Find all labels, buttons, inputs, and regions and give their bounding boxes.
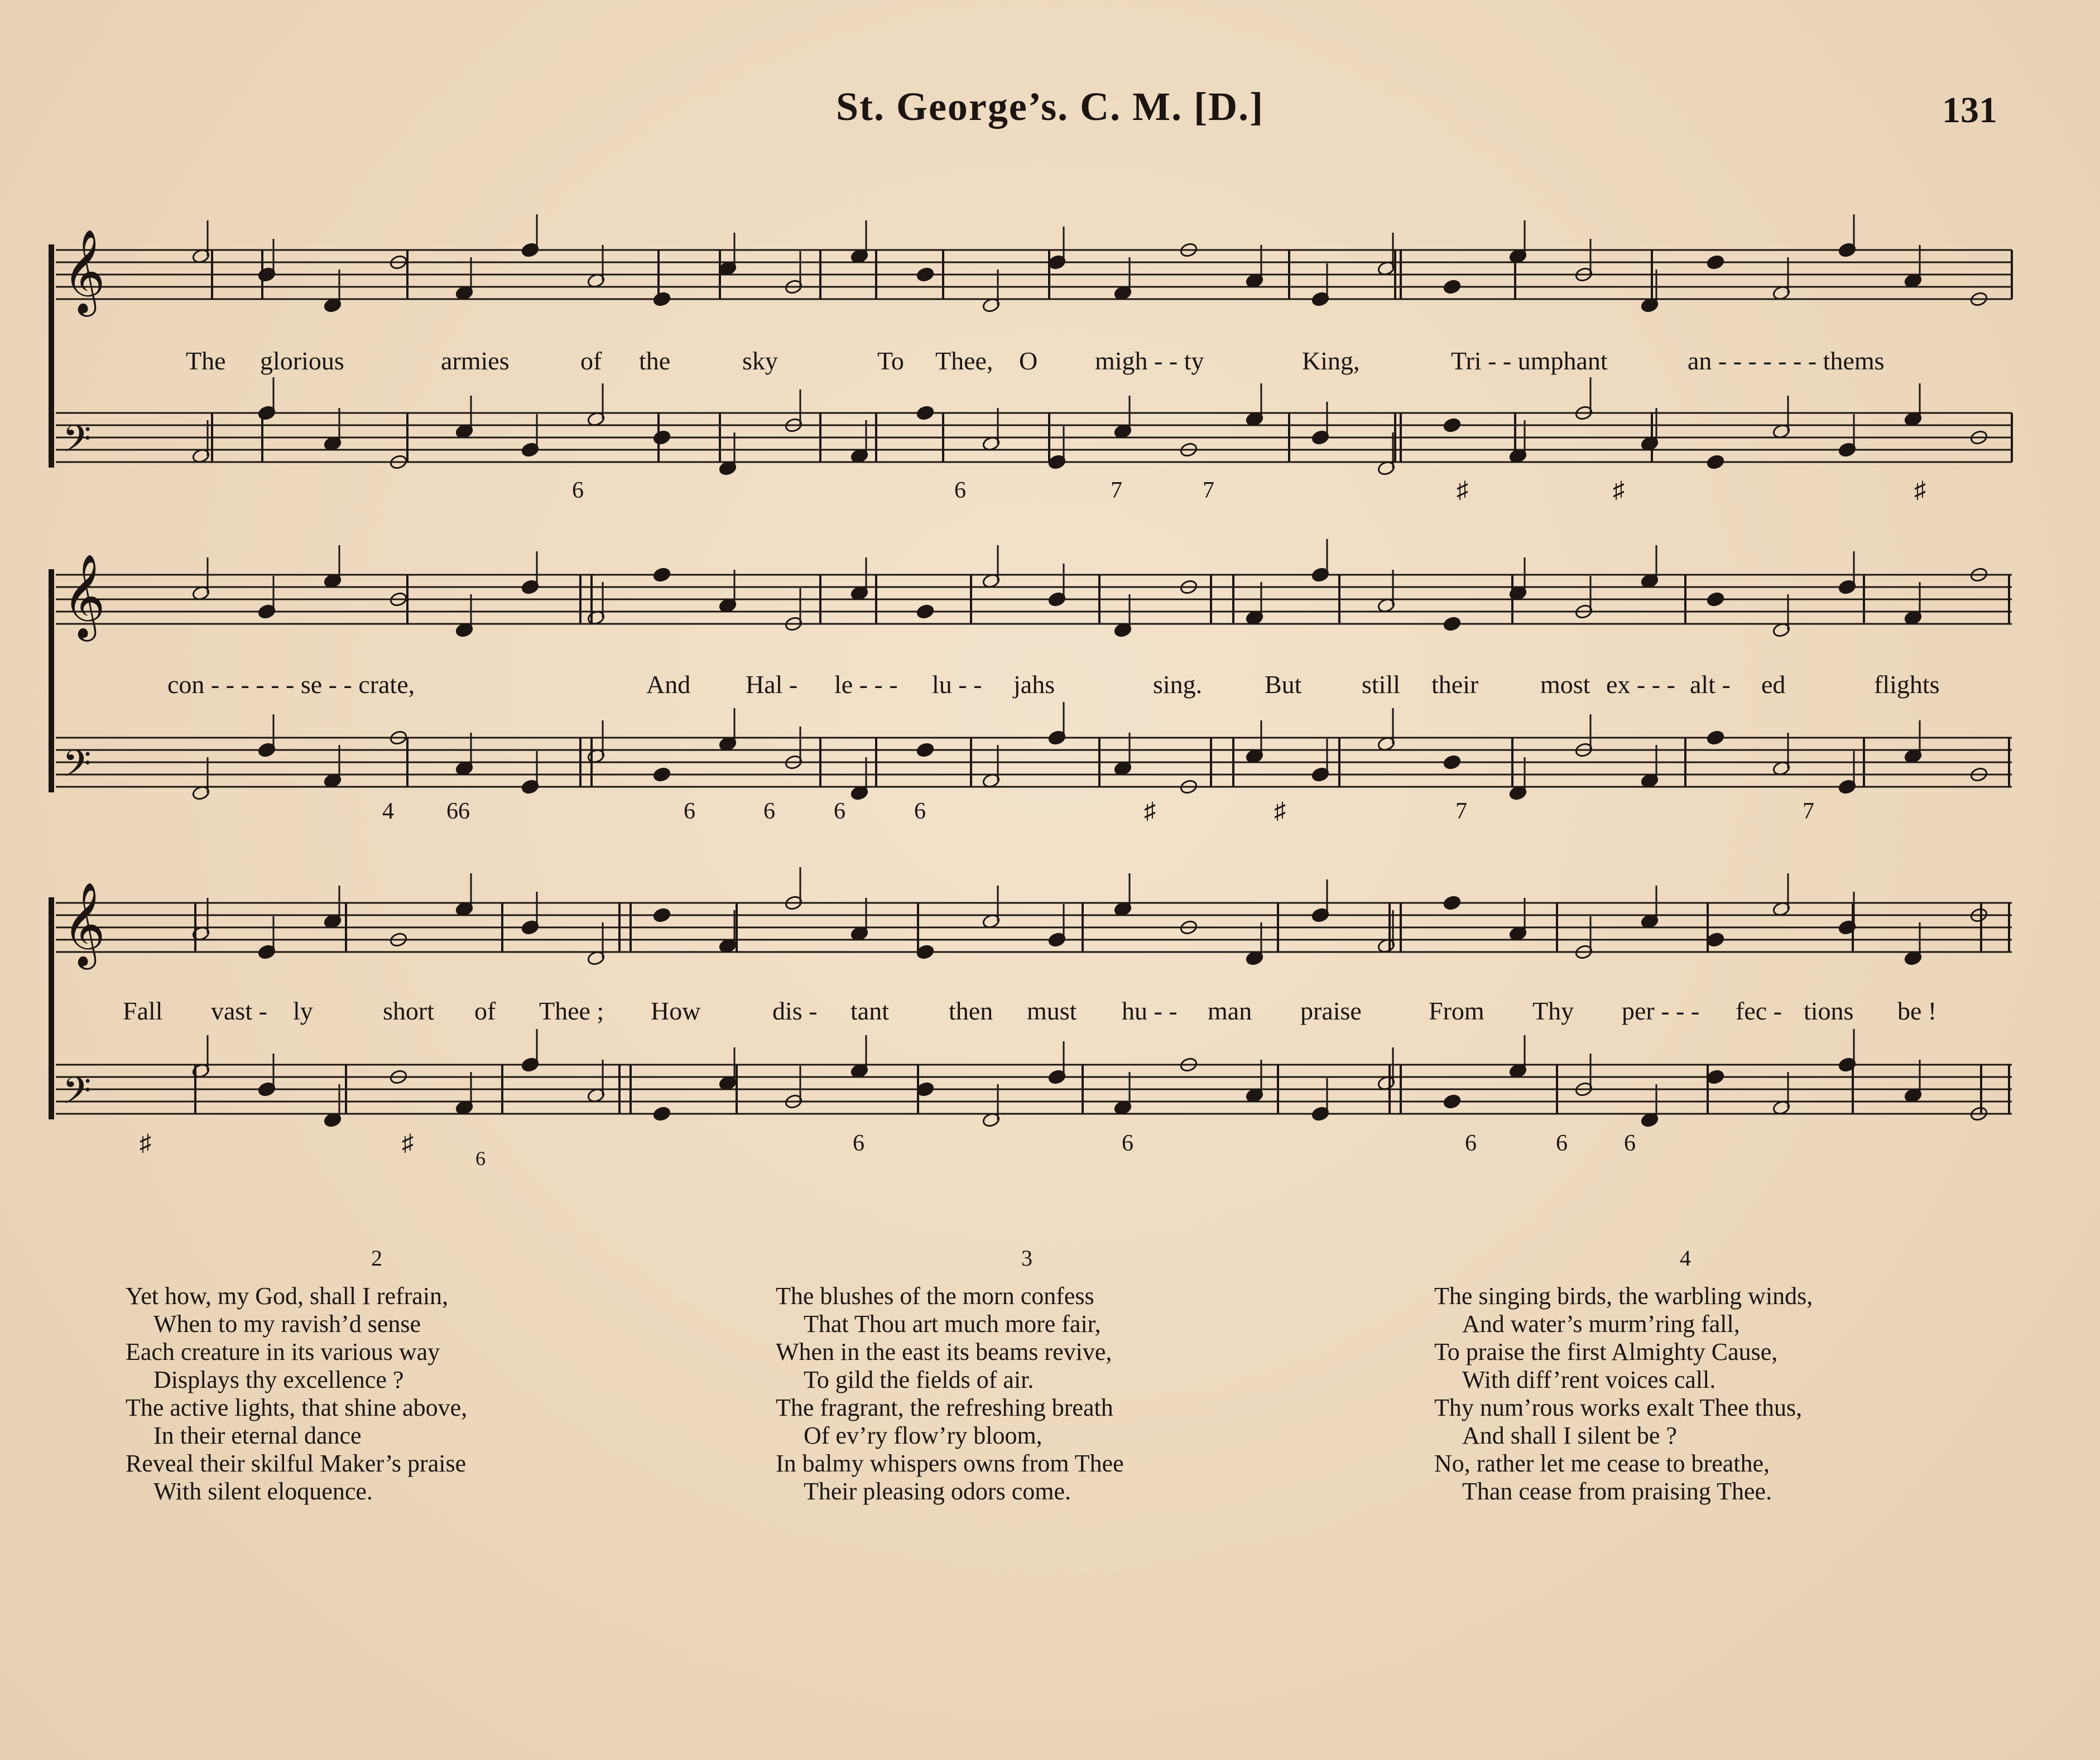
- lyric: ly: [293, 997, 313, 1025]
- notehead: [1443, 1094, 1461, 1109]
- verse-4: [1434, 1244, 1936, 1506]
- lyric: Thy: [1532, 997, 1574, 1025]
- lyric: alt -: [1690, 670, 1731, 699]
- notehead: [652, 907, 671, 923]
- lyric: Thee,: [935, 347, 993, 375]
- lyric: of: [580, 347, 602, 375]
- treble-clef-icon: 𝄞: [63, 553, 105, 638]
- lyric: But: [1265, 670, 1302, 699]
- lyric: How: [651, 997, 701, 1025]
- lyric: ed: [1761, 670, 1786, 699]
- verse-line: When in the east its beams revive,: [776, 1338, 1112, 1365]
- notehead: [1443, 417, 1461, 433]
- figure: ♯: [1613, 478, 1625, 503]
- system1-lyrics: [0, 346, 2100, 379]
- lyric: must: [1027, 997, 1077, 1025]
- notehead: [1706, 932, 1724, 948]
- lyric: Tri - - umphant: [1451, 347, 1608, 375]
- lyric: man: [1208, 997, 1252, 1025]
- lyric: O: [1019, 347, 1038, 375]
- figure: ♯: [402, 1131, 414, 1156]
- bass-clef-icon: 𝄢: [63, 742, 92, 794]
- lyric: ex - - -: [1606, 670, 1675, 699]
- notehead: [652, 767, 671, 782]
- notehead: [1706, 1069, 1724, 1085]
- verse-line: To gild the fields of air.: [804, 1366, 1034, 1393]
- verse-line: No, rather let me cease to breathe,: [1434, 1450, 1770, 1477]
- treble-clef-icon: 𝄞: [63, 881, 105, 966]
- figure: ♯: [1457, 478, 1468, 503]
- lyric: Hal -: [746, 670, 798, 699]
- notehead: [652, 291, 671, 307]
- lyric: most: [1540, 670, 1590, 699]
- verse-line: Of ev’ry flow’ry bloom,: [804, 1422, 1042, 1449]
- figure: 6: [1465, 1131, 1477, 1156]
- verse-line: The fragrant, the refreshing breath: [776, 1394, 1113, 1421]
- verse-line: The active lights, that shine above,: [126, 1394, 468, 1421]
- lyric: Fall: [123, 997, 163, 1025]
- figure: 6: [1122, 1131, 1133, 1156]
- lyric: vast -: [211, 997, 267, 1025]
- figure: 66: [446, 799, 470, 824]
- verse-line: With diff’rent voices call.: [1462, 1366, 1716, 1393]
- bass-clef-icon: 𝄢: [63, 417, 92, 469]
- lyric: still: [1362, 670, 1401, 699]
- figure: 6: [954, 478, 966, 503]
- verse-line: Reveal their skilful Maker’s praise: [126, 1450, 467, 1477]
- lyric: From: [1429, 997, 1484, 1025]
- lyric: armies: [441, 347, 510, 375]
- figure: ♯: [1914, 478, 1926, 503]
- system1-figures: [0, 477, 2100, 511]
- system2-figures: [0, 798, 2100, 831]
- notehead: [1443, 895, 1461, 911]
- verse-line: Displays thy excellence ?: [153, 1366, 404, 1393]
- verse-line: Each creature in its various way: [126, 1338, 440, 1365]
- system3-lyrics: [0, 996, 2100, 1030]
- verse-line: And shall I silent be ?: [1462, 1422, 1677, 1449]
- lyric: fec -: [1736, 997, 1782, 1025]
- notehead: [916, 267, 934, 282]
- notehead: [1706, 592, 1724, 607]
- verse-number: 4: [1680, 1246, 1691, 1271]
- lyric: con - - - - - - se - - crate,: [167, 670, 415, 699]
- tune-title: St. George’s. C. M. [D.]: [835, 84, 1265, 129]
- treble-clef-icon: 𝄞: [63, 228, 105, 313]
- lyric: an - - - - - - - thems: [1688, 347, 1885, 375]
- lyric: of: [474, 997, 496, 1025]
- notehead: [916, 405, 934, 421]
- lyric: per - - -: [1622, 997, 1700, 1025]
- lyric: The: [186, 347, 226, 375]
- lyric: migh - - ty: [1095, 347, 1204, 375]
- lyric: jahs: [1013, 670, 1055, 699]
- verse-2: [126, 1244, 628, 1506]
- verse-line: With silent eloquence.: [153, 1478, 373, 1505]
- lyric: And: [646, 670, 691, 699]
- figure: 7: [1803, 799, 1814, 824]
- lyric: be !: [1897, 997, 1937, 1025]
- lyric: then: [949, 997, 993, 1025]
- notehead: [652, 567, 671, 583]
- lyric: le - - -: [834, 670, 898, 699]
- figure: ♯: [1144, 799, 1156, 824]
- figure: 4: [382, 799, 394, 824]
- verse-line: The blushes of the morn confess: [776, 1282, 1094, 1310]
- lyric: the: [639, 347, 671, 375]
- notehead: [1706, 454, 1724, 470]
- lyric: dis -: [772, 997, 818, 1025]
- lyric: their: [1431, 670, 1479, 699]
- verse-line: The singing birds, the warbling winds,: [1434, 1282, 1813, 1310]
- verse-number: 3: [1021, 1246, 1032, 1271]
- system3-figures: [0, 1130, 2100, 1170]
- notehead: [652, 1106, 671, 1122]
- verse-line: In their eternal dance: [153, 1422, 362, 1449]
- figure: 6: [475, 1147, 486, 1170]
- notehead: [1706, 254, 1724, 270]
- figure: 6: [763, 799, 775, 824]
- verse-line: Thy num’rous works exalt Thee thus,: [1434, 1394, 1803, 1421]
- lyric: To: [877, 347, 904, 375]
- verse-number: 2: [371, 1246, 382, 1271]
- system2-lyrics: [0, 670, 2100, 703]
- figure: 7: [1203, 478, 1214, 503]
- figure: 6: [834, 799, 845, 824]
- verse-line: And water’s murm’ring fall,: [1462, 1310, 1740, 1338]
- lyric: tant: [850, 997, 889, 1025]
- figure: 7: [1111, 478, 1122, 503]
- lyric: lu - -: [932, 670, 982, 699]
- verse-line: To praise the first Almighty Cause,: [1434, 1338, 1778, 1365]
- lyric: short: [383, 997, 434, 1025]
- notehead: [1443, 279, 1461, 295]
- verse-line: Than cease from praising Thee.: [1462, 1478, 1772, 1505]
- lyric: King,: [1302, 347, 1360, 375]
- notehead: [916, 742, 934, 758]
- bass-clef-icon: 𝄢: [63, 1069, 92, 1121]
- lyric: glorious: [260, 347, 344, 375]
- figure: 7: [1455, 799, 1467, 824]
- lyric: hu - -: [1122, 997, 1178, 1025]
- page-number: 131: [1942, 90, 1997, 131]
- figure: 6: [1556, 1131, 1568, 1156]
- lyric: sing.: [1153, 670, 1203, 699]
- notehead: [1443, 754, 1461, 770]
- lyric: praise: [1300, 997, 1362, 1025]
- figure: 6: [853, 1131, 864, 1156]
- lyric: Thee ;: [539, 997, 604, 1025]
- verse-line: That Thou art much more fair,: [804, 1310, 1101, 1338]
- notehead: [916, 604, 934, 619]
- notehead: [652, 430, 671, 445]
- figure: ♯: [1274, 799, 1286, 824]
- verse-line: When to my ravish’d sense: [153, 1310, 421, 1338]
- verse-line: In balmy whispers owns from Thee: [776, 1450, 1124, 1477]
- figure: 6: [684, 799, 695, 824]
- figure: 6: [914, 799, 926, 824]
- figure: 6: [572, 478, 584, 503]
- verse-line: Their pleasing odors come.: [804, 1478, 1071, 1505]
- notehead: [1706, 730, 1724, 746]
- notehead: [1443, 616, 1461, 632]
- verse-3: [776, 1244, 1278, 1506]
- lyric: sky: [742, 347, 778, 375]
- figure: 6: [1624, 1131, 1636, 1156]
- verse-line: Yet how, my God, shall I refrain,: [126, 1282, 449, 1310]
- lyric: flights: [1874, 670, 1940, 699]
- figure: ♯: [140, 1131, 151, 1156]
- lyric: tions: [1804, 997, 1854, 1025]
